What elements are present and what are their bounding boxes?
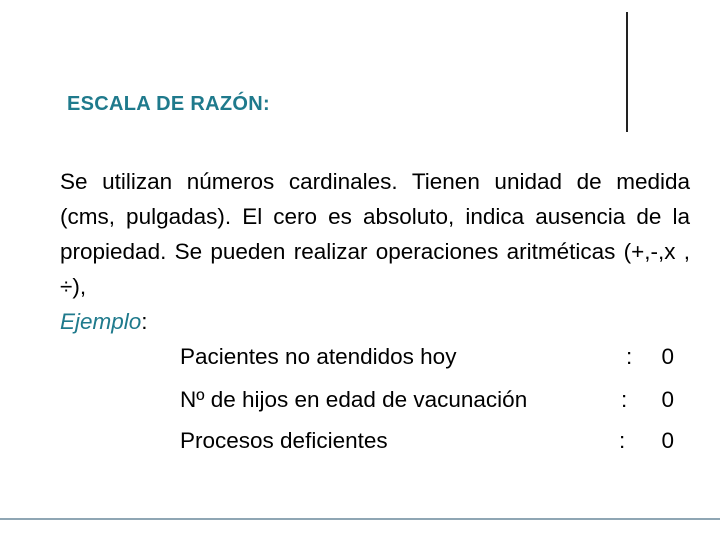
example-colon: : bbox=[141, 309, 148, 334]
example-row bbox=[180, 423, 680, 458]
example-row-value: 0 bbox=[661, 387, 674, 412]
vertical-divider bbox=[626, 12, 628, 132]
example-row-label: Procesos deficientes bbox=[180, 428, 388, 453]
example-row-label: Pacientes no atendidos hoy bbox=[180, 344, 457, 369]
example-row-label: Nº de hijos en edad de vacunación bbox=[180, 387, 528, 412]
example-row bbox=[180, 339, 680, 374]
bottom-rule bbox=[0, 518, 720, 520]
slide-title: ESCALA DE RAZÓN: bbox=[67, 93, 270, 115]
example-row-value: 0 bbox=[661, 344, 674, 369]
example-row-colon: : bbox=[619, 428, 626, 453]
example-row-value: 0 bbox=[661, 428, 674, 453]
example-row-colon: : bbox=[621, 387, 628, 412]
example-row-colon: : bbox=[626, 344, 633, 369]
example-label: Ejemplo bbox=[60, 309, 142, 334]
example-heading bbox=[60, 304, 148, 339]
definition-paragraph: Se utilizan números cardinales. Tienen unidad de medida (cms, pulgadas). El cero es absoluto, indica ausencia de la propiedad. Se pueden realizar operaciones aritméticas (+,-,x , ÷), bbox=[60, 169, 690, 299]
example-row bbox=[180, 382, 680, 417]
